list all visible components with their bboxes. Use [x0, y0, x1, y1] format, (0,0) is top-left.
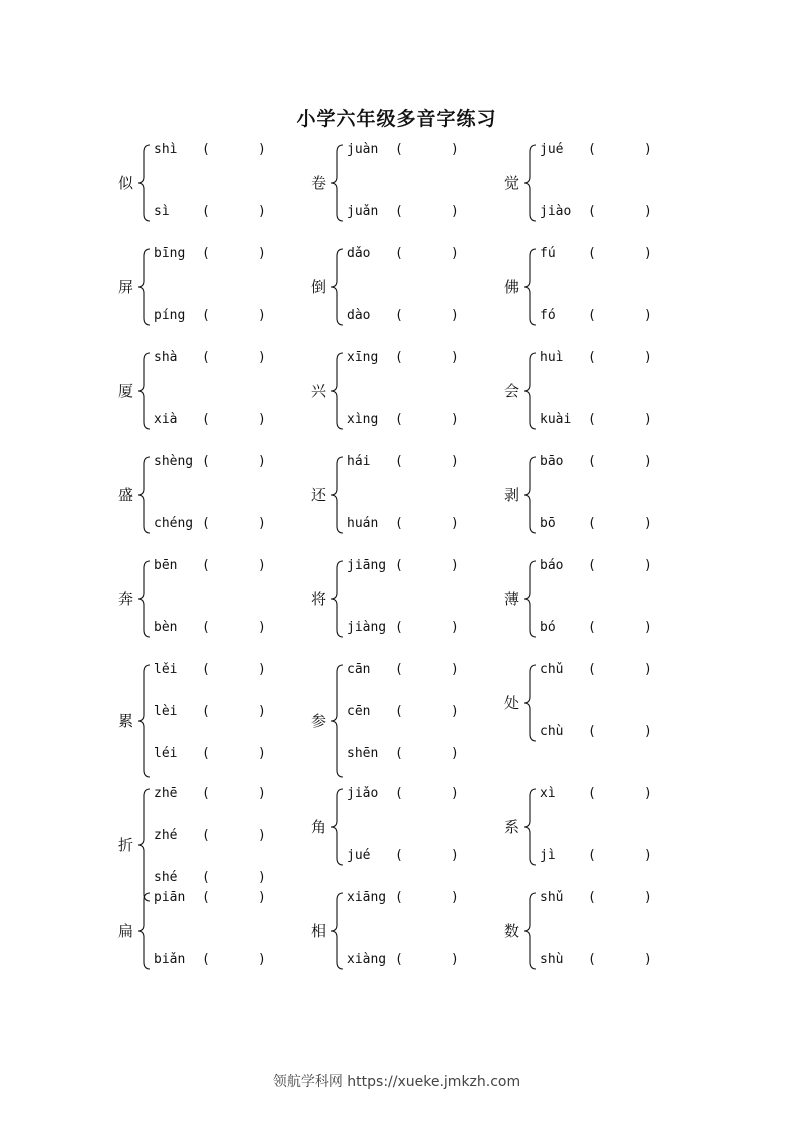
- answer-blank-open[interactable]: (: [202, 350, 210, 365]
- pinyin-text: shà: [154, 350, 178, 365]
- reading-line: [540, 848, 740, 866]
- answer-blank-open[interactable]: (: [588, 246, 596, 261]
- answer-blank-open[interactable]: (: [395, 246, 403, 261]
- answer-blank-open[interactable]: (: [395, 454, 403, 469]
- answer-blank-close[interactable]: ): [644, 890, 652, 905]
- answer-blank-close[interactable]: ): [451, 704, 459, 719]
- answer-blank-close[interactable]: ): [451, 662, 459, 677]
- pinyin-text: shé: [154, 870, 178, 885]
- answer-blank-open[interactable]: (: [588, 952, 596, 967]
- pinyin-text: shèng: [154, 454, 194, 469]
- answer-blank-open[interactable]: (: [202, 828, 210, 843]
- curly-brace-icon: [136, 248, 152, 326]
- answer-blank-close[interactable]: ): [644, 952, 652, 967]
- reading-line: [540, 516, 740, 534]
- reading-line: [154, 870, 354, 888]
- answer-blank-close[interactable]: ): [451, 308, 459, 323]
- curly-brace-icon: [329, 664, 345, 778]
- reading-line: [540, 786, 740, 804]
- pinyin-text: xiāng: [347, 890, 387, 905]
- polyphone-item: [504, 558, 744, 642]
- reading-line: [540, 412, 740, 430]
- pinyin-text: jì: [540, 848, 556, 863]
- answer-blank-close[interactable]: ): [644, 350, 652, 365]
- polyphone-char: 处: [504, 694, 520, 712]
- answer-blank-open[interactable]: (: [395, 890, 403, 905]
- answer-blank-close[interactable]: ): [644, 412, 652, 427]
- answer-blank-close[interactable]: ): [258, 558, 266, 573]
- answer-blank-open[interactable]: (: [395, 662, 403, 677]
- answer-blank-close[interactable]: ): [644, 786, 652, 801]
- reading-line: [540, 890, 740, 908]
- answer-blank-open[interactable]: (: [202, 204, 210, 219]
- pinyin-text: piān: [154, 890, 186, 905]
- curly-brace-icon: [136, 664, 152, 778]
- polyphone-item: [504, 662, 744, 746]
- answer-blank-open[interactable]: (: [588, 454, 596, 469]
- reading-line: [540, 558, 740, 576]
- reading-line: [540, 142, 740, 160]
- curly-brace-icon: [329, 248, 345, 326]
- pinyin-text: kuài: [540, 412, 572, 427]
- curly-brace-icon: [522, 560, 538, 638]
- polyphone-char: 似: [118, 174, 134, 192]
- answer-blank-open[interactable]: (: [588, 142, 596, 157]
- polyphone-char: 厦: [118, 382, 134, 400]
- answer-blank-close[interactable]: ): [644, 662, 652, 677]
- answer-blank-close[interactable]: ): [644, 454, 652, 469]
- answer-blank-close[interactable]: ): [258, 454, 266, 469]
- answer-blank-open[interactable]: (: [588, 620, 596, 635]
- answer-blank-close[interactable]: ): [258, 142, 266, 157]
- curly-brace-icon: [522, 352, 538, 430]
- curly-brace-icon: [329, 352, 345, 430]
- curly-brace-icon: [136, 892, 152, 970]
- curly-brace-icon: [522, 248, 538, 326]
- curly-brace-icon: [329, 560, 345, 638]
- reading-line: [347, 746, 547, 764]
- polyphone-char: 将: [311, 590, 327, 608]
- answer-blank-open[interactable]: (: [588, 786, 596, 801]
- polyphone-char: 扁: [118, 922, 134, 940]
- curly-brace-icon: [136, 456, 152, 534]
- answer-blank-close[interactable]: ): [258, 890, 266, 905]
- pinyin-text: chéng: [154, 516, 194, 531]
- answer-blank-open[interactable]: (: [202, 454, 210, 469]
- pinyin-text: bó: [540, 620, 556, 635]
- curly-brace-icon: [136, 352, 152, 430]
- curly-brace-icon: [522, 456, 538, 534]
- page-title: 小学六年级多音字练习: [296, 108, 497, 130]
- polyphone-char: 相: [311, 922, 327, 940]
- answer-blank-open[interactable]: (: [202, 746, 210, 761]
- answer-blank-open[interactable]: (: [202, 246, 210, 261]
- pinyin-text: cān: [347, 662, 371, 677]
- pinyin-text: shù: [540, 952, 564, 967]
- answer-blank-open[interactable]: (: [588, 558, 596, 573]
- polyphone-char: 剥: [504, 486, 520, 504]
- polyphone-char: 还: [311, 486, 327, 504]
- reading-line: [540, 952, 740, 970]
- answer-blank-open[interactable]: (: [588, 848, 596, 863]
- answer-blank-open[interactable]: (: [588, 350, 596, 365]
- curly-brace-icon: [522, 892, 538, 970]
- answer-blank-open[interactable]: (: [202, 308, 210, 323]
- answer-blank-close[interactable]: ): [258, 308, 266, 323]
- answer-blank-open[interactable]: (: [202, 952, 210, 967]
- answer-blank-open[interactable]: (: [202, 890, 210, 905]
- curly-brace-icon: [136, 788, 152, 902]
- answer-blank-close[interactable]: ): [644, 308, 652, 323]
- pinyin-text: báo: [540, 558, 564, 573]
- pinyin-text: juàn: [347, 142, 379, 157]
- answer-blank-close[interactable]: ): [451, 558, 459, 573]
- polyphone-char: 卷: [311, 174, 327, 192]
- pinyin-text: xiàng: [347, 952, 387, 967]
- pinyin-text: zhé: [154, 828, 178, 843]
- polyphone-char: 屏: [118, 278, 134, 296]
- polyphone-char: 盛: [118, 486, 134, 504]
- polyphone-char: 会: [504, 382, 520, 400]
- answer-blank-open[interactable]: (: [588, 890, 596, 905]
- answer-blank-close[interactable]: ): [451, 516, 459, 531]
- polyphone-char: 奔: [118, 590, 134, 608]
- polyphone-char: 系: [504, 818, 520, 836]
- answer-blank-close[interactable]: ): [258, 620, 266, 635]
- pinyin-text: jiàng: [347, 620, 387, 635]
- pinyin-text: bēn: [154, 558, 178, 573]
- reading-line: [540, 724, 740, 742]
- answer-blank-close[interactable]: ): [451, 246, 459, 261]
- answer-blank-open[interactable]: (: [202, 516, 210, 531]
- pinyin-text: sì: [154, 204, 170, 219]
- answer-blank-open[interactable]: (: [395, 952, 403, 967]
- answer-blank-close[interactable]: ): [258, 204, 266, 219]
- pinyin-text: cēn: [347, 704, 371, 719]
- pinyin-text: shì: [154, 142, 178, 157]
- pinyin-text: jué: [540, 142, 564, 157]
- polyphone-char: 觉: [504, 174, 520, 192]
- answer-blank-close[interactable]: ): [451, 620, 459, 635]
- pinyin-text: jué: [347, 848, 371, 863]
- answer-blank-close[interactable]: ): [451, 412, 459, 427]
- answer-blank-close[interactable]: ): [451, 454, 459, 469]
- polyphone-char: 数: [504, 922, 520, 940]
- curly-brace-icon: [522, 788, 538, 866]
- pinyin-text: dào: [347, 308, 371, 323]
- curly-brace-icon: [522, 144, 538, 222]
- answer-blank-open[interactable]: (: [202, 142, 210, 157]
- answer-blank-close[interactable]: ): [644, 558, 652, 573]
- answer-blank-close[interactable]: ): [258, 786, 266, 801]
- pinyin-text: bīng: [154, 246, 186, 261]
- pinyin-text: biǎn: [154, 952, 186, 967]
- reading-line: [540, 454, 740, 472]
- answer-blank-close[interactable]: ): [644, 204, 652, 219]
- answer-blank-open[interactable]: (: [588, 516, 596, 531]
- curly-brace-icon: [136, 144, 152, 222]
- polyphone-char: 倒: [311, 278, 327, 296]
- pinyin-text: chù: [540, 724, 564, 739]
- pinyin-text: bāo: [540, 454, 564, 469]
- answer-blank-close[interactable]: ): [258, 350, 266, 365]
- pinyin-text: lèi: [154, 704, 178, 719]
- answer-blank-open[interactable]: (: [202, 786, 210, 801]
- answer-blank-close[interactable]: ): [258, 662, 266, 677]
- polyphone-item: [504, 454, 744, 538]
- answer-blank-close[interactable]: ): [644, 724, 652, 739]
- pinyin-text: bō: [540, 516, 556, 531]
- answer-blank-open[interactable]: (: [588, 412, 596, 427]
- answer-blank-open[interactable]: (: [395, 848, 403, 863]
- pinyin-text: huì: [540, 350, 564, 365]
- pinyin-text: chǔ: [540, 662, 564, 677]
- answer-blank-close[interactable]: ): [451, 890, 459, 905]
- answer-blank-close[interactable]: ): [258, 412, 266, 427]
- pinyin-text: píng: [154, 308, 186, 323]
- pinyin-text: zhē: [154, 786, 178, 801]
- pinyin-text: huán: [347, 516, 379, 531]
- answer-blank-close[interactable]: ): [258, 952, 266, 967]
- answer-blank-close[interactable]: ): [258, 246, 266, 261]
- answer-blank-open[interactable]: (: [202, 412, 210, 427]
- polyphone-char: 兴: [311, 382, 327, 400]
- pinyin-text: bèn: [154, 620, 178, 635]
- answer-blank-close[interactable]: ): [451, 204, 459, 219]
- pinyin-text: xīng: [347, 350, 379, 365]
- answer-blank-close[interactable]: ): [451, 142, 459, 157]
- answer-blank-close[interactable]: ): [644, 848, 652, 863]
- polyphone-item: [504, 890, 744, 974]
- answer-blank-open[interactable]: (: [395, 412, 403, 427]
- answer-blank-close[interactable]: ): [451, 746, 459, 761]
- answer-blank-close[interactable]: ): [451, 350, 459, 365]
- pinyin-text: xìng: [347, 412, 379, 427]
- pinyin-text: jiāng: [347, 558, 387, 573]
- polyphone-item: [504, 350, 744, 434]
- curly-brace-icon: [522, 664, 538, 742]
- curly-brace-icon: [329, 892, 345, 970]
- reading-line: [540, 350, 740, 368]
- answer-blank-close[interactable]: ): [451, 848, 459, 863]
- curly-brace-icon: [329, 788, 345, 866]
- pinyin-text: shēn: [347, 746, 379, 761]
- answer-blank-open[interactable]: (: [395, 308, 403, 323]
- polyphone-char: 累: [118, 712, 134, 730]
- answer-blank-open[interactable]: (: [395, 620, 403, 635]
- answer-blank-open[interactable]: (: [202, 870, 210, 885]
- answer-blank-open[interactable]: (: [395, 516, 403, 531]
- answer-blank-close[interactable]: ): [258, 870, 266, 885]
- answer-blank-close[interactable]: ): [258, 746, 266, 761]
- reading-line: [540, 620, 740, 638]
- answer-blank-open[interactable]: (: [395, 204, 403, 219]
- answer-blank-open[interactable]: (: [395, 786, 403, 801]
- curly-brace-icon: [136, 560, 152, 638]
- answer-blank-open[interactable]: (: [588, 308, 596, 323]
- answer-blank-close[interactable]: ): [258, 704, 266, 719]
- pinyin-text: fó: [540, 308, 556, 323]
- polyphone-char: 佛: [504, 278, 520, 296]
- answer-blank-open[interactable]: (: [588, 662, 596, 677]
- curly-brace-icon: [329, 144, 345, 222]
- answer-blank-close[interactable]: ): [644, 142, 652, 157]
- polyphone-char: 角: [311, 818, 327, 836]
- curly-brace-icon: [329, 456, 345, 534]
- answer-blank-open[interactable]: (: [202, 704, 210, 719]
- answer-blank-open[interactable]: (: [202, 662, 210, 677]
- reading-line: [540, 204, 740, 222]
- reading-line: [540, 246, 740, 264]
- reading-line: [540, 308, 740, 326]
- answer-blank-close[interactable]: ): [644, 620, 652, 635]
- answer-blank-close[interactable]: ): [644, 516, 652, 531]
- polyphone-item: [504, 786, 744, 870]
- reading-line: [540, 662, 740, 680]
- polyphone-char: 薄: [504, 590, 520, 608]
- answer-blank-open[interactable]: (: [588, 724, 596, 739]
- answer-blank-open[interactable]: (: [395, 350, 403, 365]
- polyphone-char: 参: [311, 712, 327, 730]
- pinyin-text: shǔ: [540, 890, 564, 905]
- polyphone-char: 折: [118, 836, 134, 854]
- pinyin-text: xì: [540, 786, 556, 801]
- answer-blank-close[interactable]: ): [451, 952, 459, 967]
- pinyin-text: jiào: [540, 204, 572, 219]
- pinyin-text: jiǎo: [347, 786, 379, 801]
- polyphone-item: [504, 142, 744, 226]
- answer-blank-open[interactable]: (: [395, 704, 403, 719]
- pinyin-text: lěi: [154, 662, 178, 677]
- answer-blank-open[interactable]: (: [202, 620, 210, 635]
- answer-blank-open[interactable]: (: [395, 746, 403, 761]
- answer-blank-open[interactable]: (: [395, 142, 403, 157]
- answer-blank-close[interactable]: ): [258, 828, 266, 843]
- answer-blank-close[interactable]: ): [644, 246, 652, 261]
- footer-watermark: 领航学科网 https://xueke.jmkzh.com: [272, 1074, 521, 1090]
- answer-blank-open[interactable]: (: [202, 558, 210, 573]
- pinyin-text: juǎn: [347, 204, 379, 219]
- polyphone-item: [504, 246, 744, 330]
- pinyin-text: léi: [154, 746, 178, 761]
- pinyin-text: fú: [540, 246, 556, 261]
- answer-blank-close[interactable]: ): [451, 786, 459, 801]
- answer-blank-close[interactable]: ): [258, 516, 266, 531]
- pinyin-text: xià: [154, 412, 178, 427]
- pinyin-text: dǎo: [347, 246, 371, 261]
- pinyin-text: hái: [347, 454, 371, 469]
- answer-blank-open[interactable]: (: [395, 558, 403, 573]
- answer-blank-open[interactable]: (: [588, 204, 596, 219]
